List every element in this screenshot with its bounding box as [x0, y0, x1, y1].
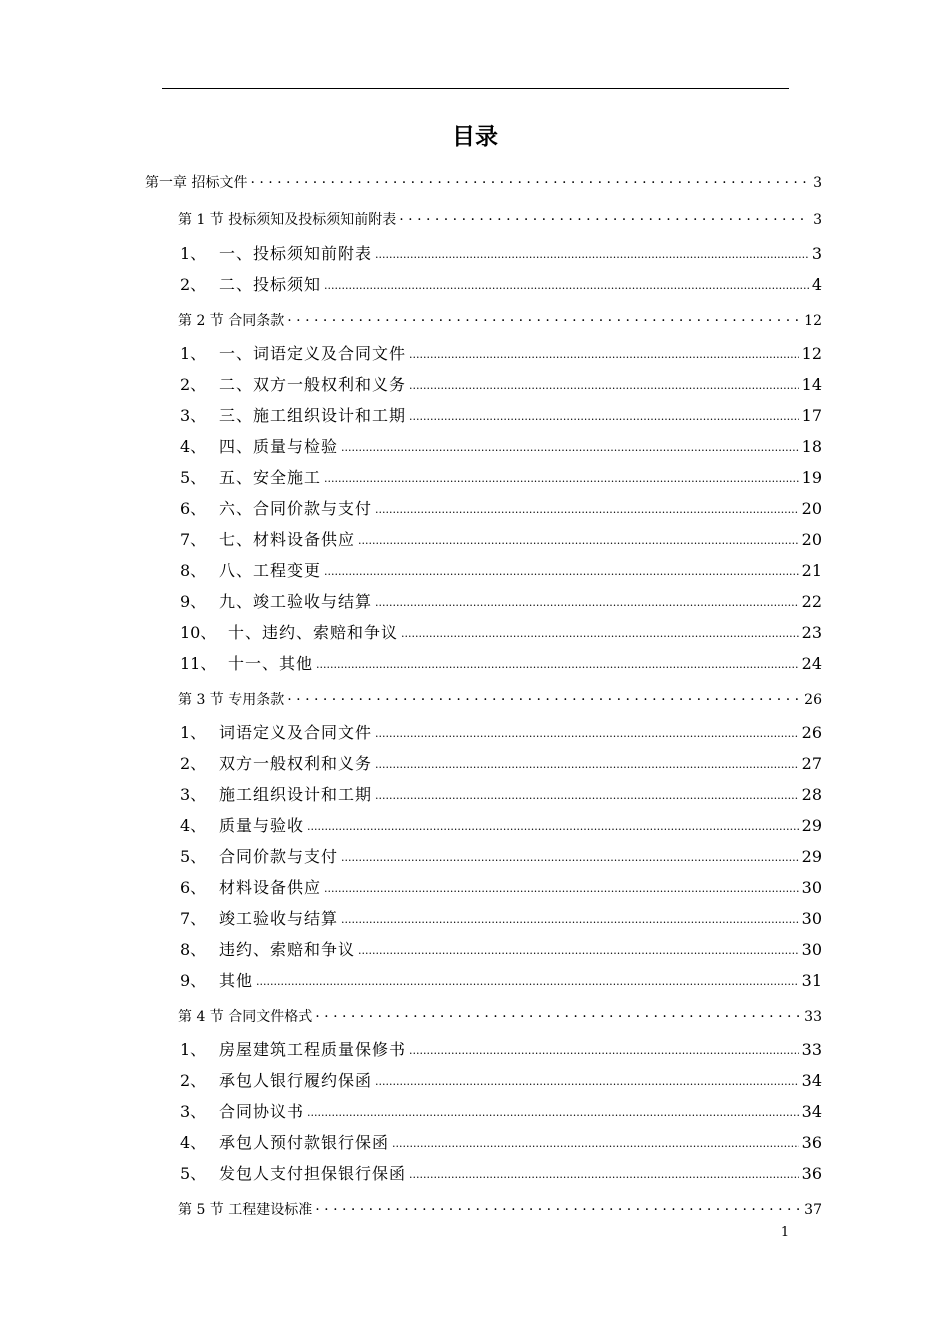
toc-entry-title: 二、双方一般权利和义务	[219, 375, 407, 394]
toc-entry-section-1[interactable]	[178, 209, 822, 229]
toc-entry-title: 七、材料设备供应	[219, 530, 356, 549]
toc-entry-page: 34	[801, 1102, 822, 1121]
toc-item-number: 5、	[180, 1164, 207, 1183]
toc-entry-page: 3	[811, 244, 822, 263]
toc-item-number: 3、	[180, 406, 207, 425]
toc-entry-title: 房屋建筑工程质量保修书	[219, 1040, 407, 1059]
toc-entry-page: 22	[801, 592, 822, 611]
toc-entry-item[interactable]	[180, 782, 822, 805]
toc-entry-title: 发包人支付担保银行保函	[219, 1164, 407, 1183]
toc-entry-item[interactable]	[180, 620, 822, 643]
toc-entry-page: 28	[801, 785, 822, 804]
dot-leader	[315, 1198, 801, 1214]
dot-leader	[324, 565, 799, 578]
dot-leader	[375, 727, 799, 740]
dot-leader	[392, 1137, 799, 1150]
toc-entry-section-3[interactable]	[178, 689, 822, 709]
toc-entry-page: 36	[801, 1133, 822, 1152]
toc-entry-page: 30	[801, 940, 822, 959]
toc-entry-section-2[interactable]	[178, 310, 822, 330]
toc-entry-page: 3	[813, 175, 822, 191]
dot-leader	[316, 658, 799, 671]
toc-entry-title: 十、违约、索赔和争议	[228, 623, 399, 642]
toc-entry-title: 合同价款与支付	[219, 847, 339, 866]
toc-entry-page: 3	[813, 212, 822, 228]
toc-entry-item[interactable]	[180, 651, 822, 674]
toc-entry-item[interactable]	[180, 527, 822, 550]
toc-entry-title: 五、安全施工	[219, 468, 322, 487]
toc-entry-title: 承包人银行履约保函	[219, 1071, 373, 1090]
toc-item-number: 1、	[180, 1040, 207, 1059]
toc-item-number: 6、	[180, 878, 207, 897]
toc-item-number: 5、	[180, 847, 207, 866]
toc-entry-item[interactable]	[180, 968, 822, 991]
toc-entry-title: 第 1 节 投标须知及投标须知前附表	[178, 212, 397, 228]
toc-item-number: 9、	[180, 971, 207, 990]
toc-entry-page: 29	[801, 847, 822, 866]
toc-entry-item[interactable]	[180, 1099, 822, 1122]
toc-entry-section-5[interactable]	[178, 1199, 822, 1219]
dot-leader	[324, 882, 799, 895]
toc-entry-item[interactable]	[180, 272, 822, 295]
toc-entry-title: 八、工程变更	[219, 561, 322, 580]
dot-leader	[341, 441, 799, 454]
dot-leader	[409, 410, 799, 423]
toc-entry-item[interactable]	[180, 341, 822, 364]
toc-entry-page: 24	[801, 654, 822, 673]
dot-leader	[375, 503, 799, 516]
toc-entry-title: 第 2 节 合同条款	[178, 313, 285, 329]
toc-entry-page: 12	[804, 313, 822, 329]
toc-entry-item[interactable]	[180, 589, 822, 612]
toc-entry-title: 一、投标须知前附表	[219, 244, 373, 263]
dot-leader	[375, 789, 799, 802]
toc-entry-section-4[interactable]	[178, 1006, 822, 1026]
dot-leader	[315, 1005, 801, 1021]
toc-entry-item[interactable]	[180, 751, 822, 774]
toc-entry-title: 竣工验收与结算	[219, 909, 339, 928]
dot-leader	[256, 975, 799, 988]
toc-entry-item[interactable]	[180, 372, 822, 395]
toc-entry-title: 十一、其他	[228, 654, 314, 673]
toc-entry-item[interactable]	[180, 465, 822, 488]
toc-entry-item[interactable]	[180, 496, 822, 519]
toc-item-number: 11、	[180, 654, 217, 673]
toc-item-number: 7、	[180, 909, 207, 928]
toc-item-number: 9、	[180, 592, 207, 611]
toc-item-number: 2、	[180, 275, 207, 294]
dot-leader	[409, 1044, 799, 1057]
toc-entry-page: 29	[801, 816, 822, 835]
toc-item-number: 2、	[180, 375, 207, 394]
dot-leader	[375, 596, 799, 609]
toc-entry-chapter-1[interactable]	[145, 172, 822, 192]
toc-entry-item[interactable]	[180, 875, 822, 898]
dot-leader	[307, 820, 799, 833]
toc-item-number: 10、	[180, 623, 217, 642]
toc-entry-page: 33	[804, 1009, 822, 1025]
toc-entry-page: 20	[801, 530, 822, 549]
toc-item-number: 8、	[180, 561, 207, 580]
toc-entry-item[interactable]	[180, 1037, 822, 1060]
dot-leader	[307, 1106, 799, 1119]
toc-entry-item[interactable]	[180, 906, 822, 929]
toc-entry-title: 六、合同价款与支付	[219, 499, 373, 518]
toc-entry-page: 18	[801, 437, 822, 456]
toc-item-number: 8、	[180, 940, 207, 959]
toc-entry-item[interactable]	[180, 937, 822, 960]
toc-entry-page: 4	[811, 275, 822, 294]
dot-leader	[409, 348, 799, 361]
toc-entry-title: 双方一般权利和义务	[219, 754, 373, 773]
dot-leader	[375, 1075, 799, 1088]
toc-entry-page: 26	[801, 723, 822, 742]
toc-entry-title: 三、施工组织设计和工期	[219, 406, 407, 425]
toc-entry-page: 30	[801, 909, 822, 928]
toc-entry-title: 一、词语定义及合同文件	[219, 344, 407, 363]
dot-leader	[375, 248, 809, 261]
toc-entry-item[interactable]	[180, 1130, 822, 1153]
page-number: 1	[780, 1225, 790, 1240]
toc-entry-item[interactable]	[180, 241, 822, 264]
toc-entry-title: 质量与验收	[219, 816, 305, 835]
dot-leader	[409, 1168, 799, 1181]
toc-entry-item[interactable]	[180, 434, 822, 457]
toc-entry-title: 第一章 招标文件	[145, 175, 248, 191]
dot-leader	[409, 379, 799, 392]
toc-item-number: 1、	[180, 344, 207, 363]
toc-entry-page: 26	[804, 692, 822, 708]
toc-item-number: 7、	[180, 530, 207, 549]
toc-entry-page: 21	[801, 561, 822, 580]
toc-entry-title: 二、投标须知	[219, 275, 322, 294]
toc-title: 目录	[452, 124, 498, 150]
toc-entry-page: 33	[801, 1040, 822, 1059]
dot-leader	[287, 309, 801, 325]
dot-leader	[341, 913, 799, 926]
dot-leader	[358, 534, 799, 547]
dot-leader	[324, 472, 799, 485]
toc-entry-page: 23	[801, 623, 822, 642]
toc-entry-page: 36	[801, 1164, 822, 1183]
dot-leader	[401, 627, 799, 640]
toc-entry-title: 词语定义及合同文件	[219, 723, 373, 742]
toc-entry-page: 27	[801, 754, 822, 773]
toc-entry-page: 37	[804, 1202, 822, 1218]
dot-leader	[341, 851, 799, 864]
toc-entry-item[interactable]	[180, 1068, 822, 1091]
toc-entry-item[interactable]	[180, 844, 822, 867]
dot-leader	[324, 279, 809, 292]
toc-entry-title: 违约、索赔和争议	[219, 940, 356, 959]
toc-entry-title: 第 5 节 工程建设标准	[178, 1202, 313, 1218]
toc-entry-item[interactable]	[180, 558, 822, 581]
toc-item-number: 3、	[180, 785, 207, 804]
dot-leader	[250, 171, 810, 187]
toc-entry-page: 14	[801, 375, 822, 394]
toc-entry-item[interactable]	[180, 720, 822, 743]
toc-entry-page: 19	[801, 468, 822, 487]
toc-entry-title: 第 4 节 合同文件格式	[178, 1009, 313, 1025]
toc-entry-title: 施工组织设计和工期	[219, 785, 373, 804]
toc-item-number: 1、	[180, 244, 207, 263]
toc-entry-page: 20	[801, 499, 822, 518]
header-rule	[162, 88, 789, 89]
toc-entry-title: 第 3 节 专用条款	[178, 692, 285, 708]
toc-item-number: 2、	[180, 1071, 207, 1090]
dot-leader	[375, 758, 799, 771]
toc-entry-title: 材料设备供应	[219, 878, 322, 897]
toc-item-number: 2、	[180, 754, 207, 773]
toc-entry-title: 四、质量与检验	[219, 437, 339, 456]
toc-entry-page: 30	[801, 878, 822, 897]
toc-entry-page: 12	[801, 344, 822, 363]
toc-entry-item[interactable]	[180, 1161, 822, 1184]
toc-item-number: 4、	[180, 437, 207, 456]
dot-leader	[287, 688, 801, 704]
dot-leader	[399, 208, 810, 224]
toc-entry-item[interactable]	[180, 403, 822, 426]
toc-entry-title: 承包人预付款银行保函	[219, 1133, 390, 1152]
dot-leader	[358, 944, 799, 957]
toc-entry-page: 31	[801, 971, 822, 990]
toc-item-number: 6、	[180, 499, 207, 518]
toc-item-number: 5、	[180, 468, 207, 487]
toc-item-number: 3、	[180, 1102, 207, 1121]
toc-entry-title: 九、竣工验收与结算	[219, 592, 373, 611]
toc-item-number: 4、	[180, 1133, 207, 1152]
toc-entry-page: 17	[801, 406, 822, 425]
toc-entry-title: 合同协议书	[219, 1102, 305, 1121]
toc-entry-page: 34	[801, 1071, 822, 1090]
toc-item-number: 1、	[180, 723, 207, 742]
toc-item-number: 4、	[180, 816, 207, 835]
toc-entry-item[interactable]	[180, 813, 822, 836]
toc-entry-title: 其他	[219, 971, 254, 990]
